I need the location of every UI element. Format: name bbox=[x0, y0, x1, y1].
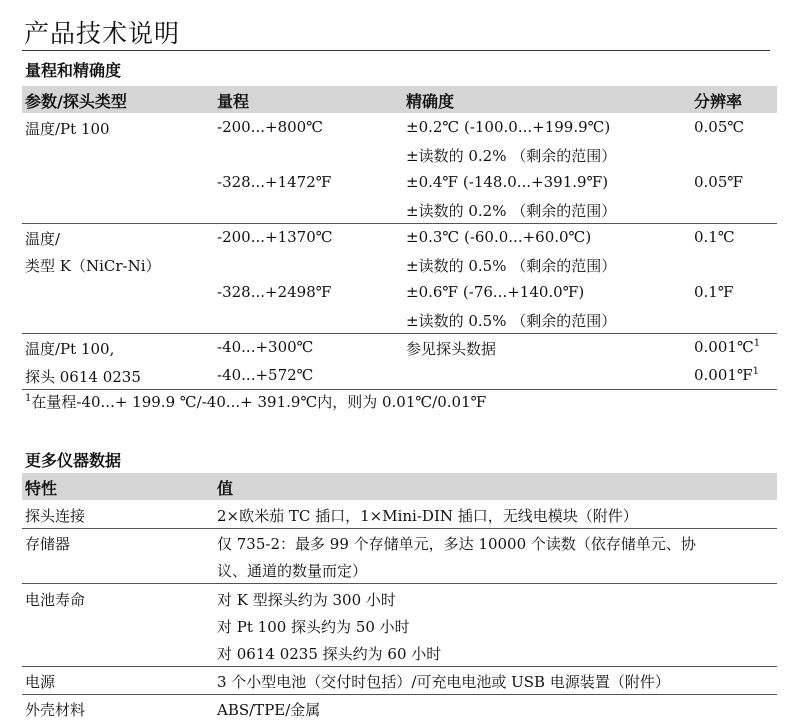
cell-value: 议、通道的数量而定） bbox=[217, 562, 368, 580]
cell-value: 对 K 型探头约为 300 小时 bbox=[217, 591, 396, 609]
cell-range: -200...+1370℃ bbox=[217, 228, 333, 246]
cell-feature: 电源 bbox=[25, 673, 56, 691]
cell-accuracy: ±读数的 0.5% （剩余的范围） bbox=[406, 257, 617, 275]
cell-feature: 存储器 bbox=[25, 535, 71, 553]
table-row bbox=[0, 114, 790, 141]
cell-accuracy: ±0.4℉ (-148.0...+391.9℉) bbox=[406, 173, 609, 191]
cell-resolution: 0.05℉ bbox=[694, 173, 744, 191]
cell-accuracy: ±读数的 0.5% （剩余的范围） bbox=[406, 312, 617, 330]
table-row bbox=[0, 141, 790, 168]
table-row bbox=[0, 362, 790, 389]
cell-value: ABS/TPE/金属 bbox=[217, 701, 321, 719]
table-row bbox=[0, 556, 790, 583]
cell-parameter: 类型 K（NiCr-Ni） bbox=[25, 257, 161, 275]
more-section-heading: 更多仪器数据 bbox=[25, 451, 122, 470]
cell-resolution: 0.05℃ bbox=[694, 118, 745, 136]
footnote-ref: 1 bbox=[752, 366, 760, 377]
footnote bbox=[25, 391, 486, 412]
footnote-text: 在量程-40...+ 199.9 ℃/-40...+ 391.9℃内，则为 0.01℃/0.01℉ bbox=[31, 393, 487, 411]
table-row bbox=[0, 695, 790, 722]
resolution-value: 0.001℃ bbox=[694, 338, 754, 356]
cell-range: -40...+572℃ bbox=[217, 366, 314, 384]
table-row bbox=[0, 334, 790, 361]
cell-accuracy: ±读数的 0.2% （剩余的范围） bbox=[406, 147, 617, 165]
cell-range: -328...+2498℉ bbox=[217, 283, 332, 301]
resolution-value: 0.001℉ bbox=[694, 366, 753, 384]
table-row bbox=[0, 585, 790, 612]
range-table-header bbox=[22, 86, 777, 113]
cell-feature: 探头连接 bbox=[25, 507, 86, 525]
cell-parameter: 温度/Pt 100, bbox=[25, 340, 115, 358]
header-resolution: 分辨率 bbox=[694, 92, 743, 111]
cell-accuracy: ±读数的 0.2% （剩余的范围） bbox=[406, 202, 617, 220]
table-row bbox=[0, 667, 790, 694]
row-divider bbox=[22, 583, 777, 584]
cell-resolution: 0.1℉ bbox=[694, 283, 734, 301]
cell-parameter: 探头 0614 0235 bbox=[25, 368, 141, 386]
cell-value: 仅 735-2：最多 99 个存储单元，多达 10000 个读数（依存储单元、协 bbox=[217, 535, 696, 553]
table-row bbox=[0, 251, 790, 278]
more-table-header bbox=[22, 473, 777, 500]
cell-accuracy: ±0.6℉ (-76...+140.0℉) bbox=[406, 283, 585, 301]
cell-value: 3 个小型电池（交付时包括）/可充电电池或 USB 电源装置（附件） bbox=[217, 673, 670, 691]
cell-feature: 电池寿命 bbox=[25, 591, 86, 609]
cell-resolution bbox=[694, 366, 759, 384]
cell-accuracy: 参见探头数据 bbox=[406, 340, 497, 358]
cell-feature: 外壳材料 bbox=[25, 701, 86, 719]
cell-range: -200...+800℃ bbox=[217, 118, 323, 136]
cell-range: -328...+1472℉ bbox=[217, 173, 332, 191]
table-bottom-rule bbox=[22, 389, 777, 390]
cell-parameter: 温度/Pt 100 bbox=[25, 120, 110, 138]
title-divider bbox=[22, 50, 770, 51]
cell-resolution: 0.1℃ bbox=[694, 228, 735, 246]
header-parameter: 参数/探头类型 bbox=[25, 92, 127, 111]
footnote-ref: 1 bbox=[753, 338, 761, 349]
table-row bbox=[0, 196, 790, 223]
table-row bbox=[0, 306, 790, 333]
table-row bbox=[0, 224, 790, 251]
table-row bbox=[0, 169, 790, 196]
table-row bbox=[0, 279, 790, 306]
page-title: 产品技术说明 bbox=[24, 19, 181, 48]
cell-parameter: 温度/ bbox=[25, 230, 61, 248]
header-value: 值 bbox=[217, 479, 234, 498]
cell-accuracy: ±0.3℃ (-60.0...+60.0℃) bbox=[406, 228, 592, 246]
range-section-heading: 量程和精确度 bbox=[25, 61, 122, 80]
cell-range: -40...+300℃ bbox=[217, 338, 314, 356]
footnote-mark: 1 bbox=[25, 393, 32, 404]
cell-value: 2×欧米茄 TC 插口，1×Mini-DIN 插口，无线电模块（附件） bbox=[217, 507, 638, 525]
cell-resolution bbox=[694, 338, 760, 356]
table-row bbox=[0, 501, 790, 528]
table-row bbox=[0, 529, 790, 556]
table-row bbox=[0, 612, 790, 639]
table-row bbox=[0, 639, 790, 666]
cell-value: 对 Pt 100 探头约为 50 小时 bbox=[217, 618, 410, 636]
cell-accuracy: ±0.2℃ (-100.0...+199.9℃) bbox=[406, 118, 611, 136]
header-feature: 特性 bbox=[25, 479, 58, 498]
cell-value: 对 0614 0235 探头约为 60 小时 bbox=[217, 645, 442, 663]
header-accuracy: 精确度 bbox=[406, 92, 455, 111]
header-range: 量程 bbox=[217, 92, 250, 111]
